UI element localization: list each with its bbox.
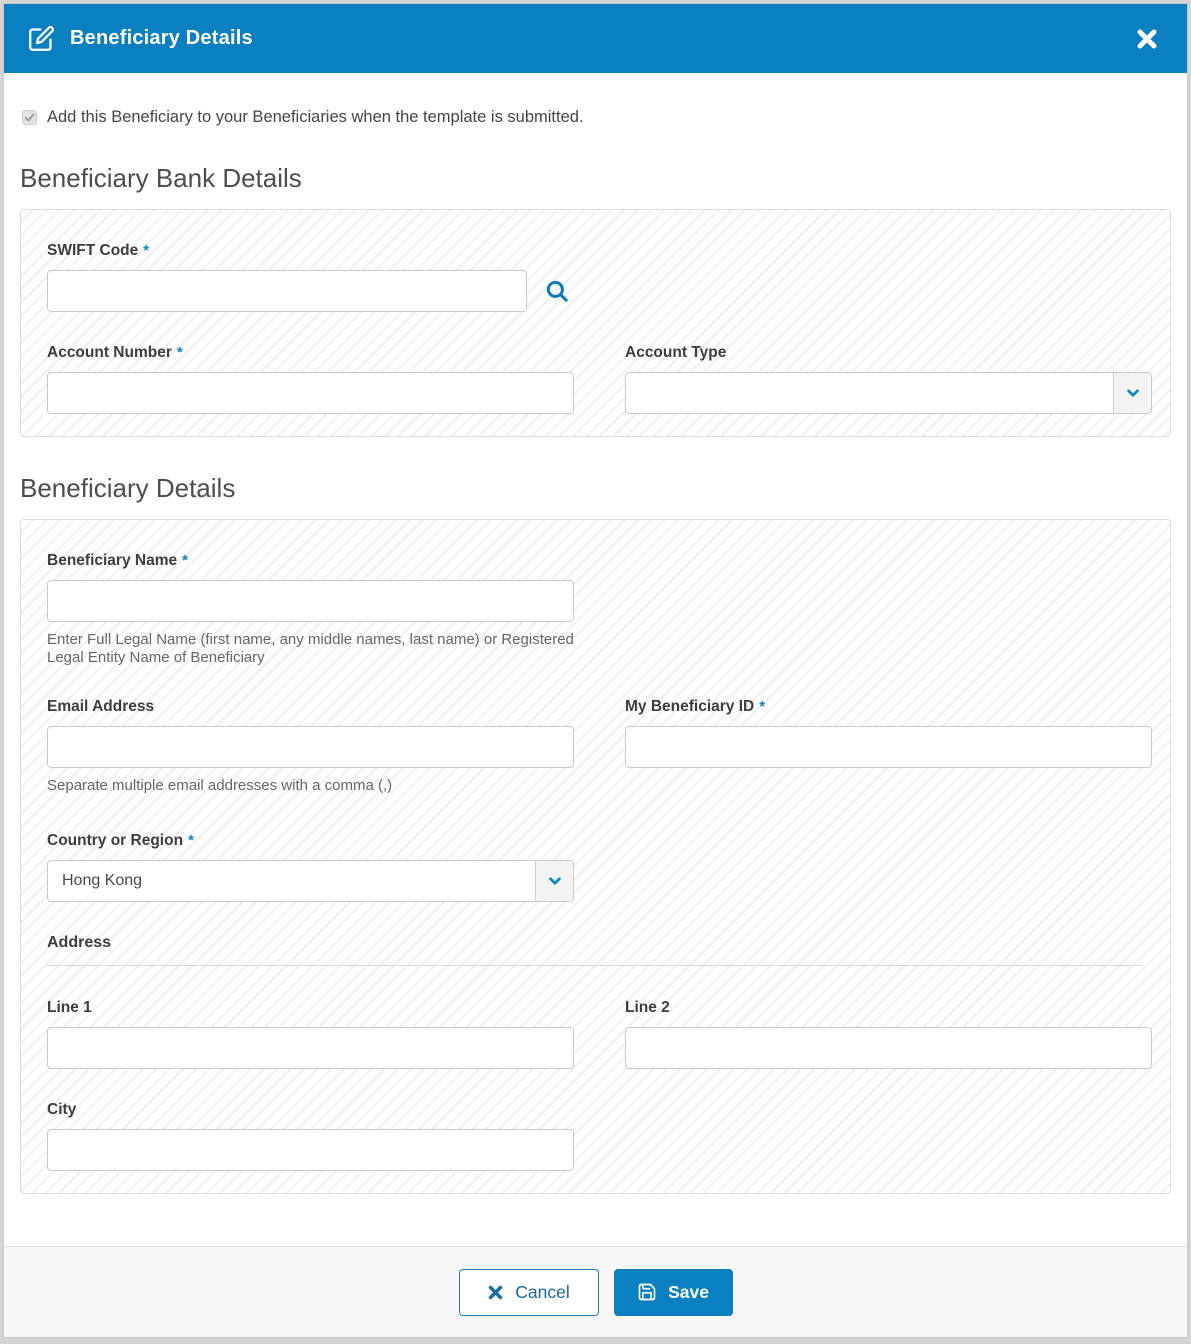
add-beneficiary-row (22, 108, 1171, 127)
edit-icon (28, 25, 55, 52)
cancel-x-icon (487, 1284, 504, 1301)
address-city-input[interactable] (47, 1129, 574, 1171)
swift-code-input[interactable] (47, 270, 527, 312)
beneficiary-id-input[interactable] (625, 726, 1152, 768)
beneficiary-name-field (47, 552, 574, 668)
address-line1-input[interactable] (47, 1027, 574, 1069)
address-line2-field (625, 999, 1152, 1069)
swift-code-label: SWIFT Code * (47, 242, 150, 259)
required-marker: * (143, 242, 150, 259)
required-marker: * (188, 831, 194, 849)
swift-code-field (47, 242, 574, 312)
address-line2-input[interactable] (625, 1027, 1152, 1069)
country-region-select[interactable] (47, 860, 574, 902)
beneficiary-id-label: My Beneficiary ID * (625, 697, 766, 715)
save-button[interactable] (614, 1269, 733, 1316)
modal-title: Beneficiary Details (70, 27, 253, 49)
save-button-label: Save (668, 1281, 709, 1302)
save-floppy-icon (637, 1282, 657, 1302)
address-line2-label: Line 2 (625, 998, 670, 1016)
address-divider (47, 965, 1142, 966)
required-marker: * (176, 344, 183, 361)
email-address-field (47, 698, 574, 795)
close-icon[interactable] (1133, 25, 1161, 53)
bank-section-heading: Beneficiary Bank Details (20, 163, 302, 193)
account-type-select[interactable] (625, 372, 1152, 414)
beneficiary-section-panel (20, 519, 1171, 1194)
account-number-label: Account Number * (47, 344, 183, 361)
account-number-field (47, 344, 574, 414)
required-marker: * (182, 552, 188, 569)
chevron-down-icon (1113, 373, 1151, 413)
beneficiary-name-input[interactable] (47, 580, 574, 622)
address-heading: Address (47, 933, 112, 951)
cancel-button[interactable] (459, 1269, 599, 1316)
address-city-field (47, 1101, 574, 1171)
add-beneficiary-checkbox[interactable] (22, 110, 37, 125)
chevron-down-icon (535, 861, 573, 901)
address-city-label: City (47, 1100, 77, 1118)
required-marker: * (759, 697, 766, 715)
bank-section-panel (20, 209, 1171, 437)
account-type-label: Account Type (625, 344, 727, 361)
country-region-value: Hong Kong (62, 871, 143, 889)
modal-body (4, 73, 1187, 1246)
beneficiary-name-helper: Enter Full Legal Name (first name, any middle names, last name) or Registered Legal Entity Name of Beneficiary (47, 631, 574, 667)
beneficiary-id-field (625, 698, 1152, 795)
email-address-input[interactable] (47, 726, 574, 768)
email-address-helper: Separate multiple email addresses with a comma (,) (47, 776, 393, 794)
check-icon (24, 112, 35, 123)
beneficiary-section-heading: Beneficiary Details (20, 473, 236, 503)
account-type-field (625, 344, 1152, 414)
modal-header (4, 4, 1187, 73)
search-icon[interactable] (540, 274, 574, 308)
cancel-button-label: Cancel (515, 1281, 570, 1302)
account-number-input[interactable] (47, 372, 574, 414)
country-region-field (47, 832, 574, 902)
beneficiary-name-label: Beneficiary Name * (47, 552, 188, 569)
country-region-label: Country or Region * (47, 831, 194, 849)
email-address-label: Email Address (47, 697, 155, 715)
beneficiary-details-modal (3, 3, 1188, 1338)
address-line1-field (47, 999, 574, 1069)
add-beneficiary-label: Add this Beneficiary to your Beneficiaries when the template is submitted. (47, 108, 584, 126)
address-line1-label: Line 1 (47, 998, 92, 1016)
modal-footer (4, 1246, 1187, 1337)
